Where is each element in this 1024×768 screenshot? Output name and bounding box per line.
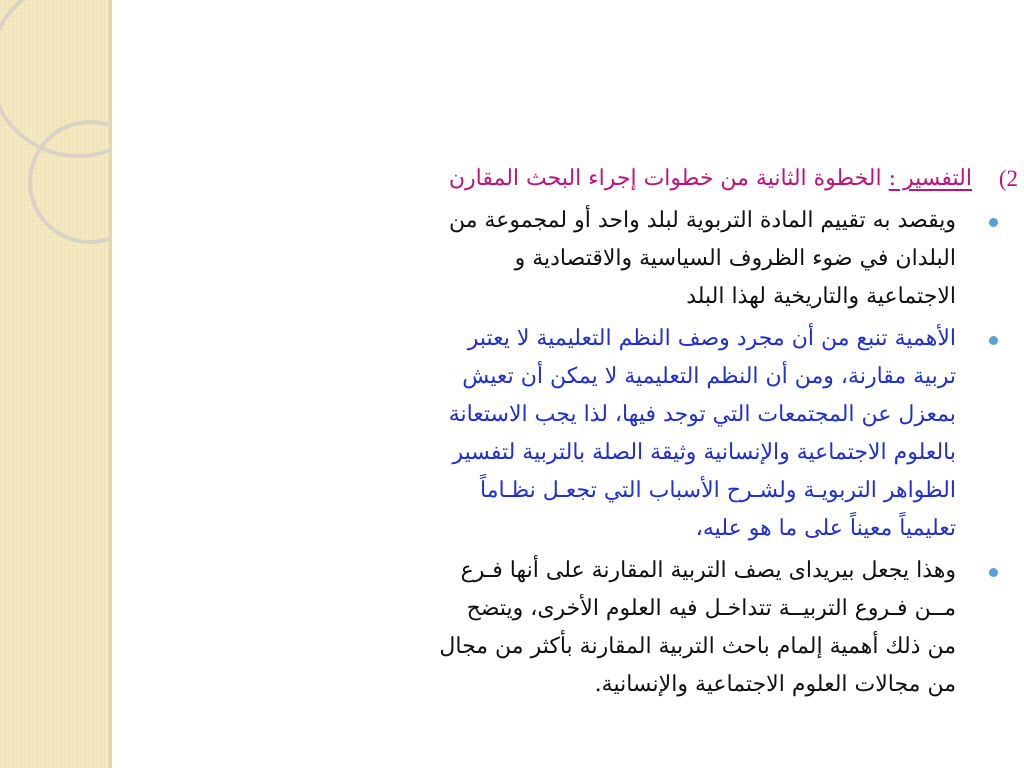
bullet-line: الاجتماعية والتاريخية لهذا البلد xyxy=(686,284,956,309)
bullet-line: وهذا يجعل بيريداى يصف التربية المقارنة على أنها فـرع xyxy=(460,558,956,583)
bullet-line: مــن فـروع التربيــة تتداخـل فيه العلوم الأخرى، ويتضح xyxy=(466,596,956,621)
slide-content xyxy=(180,160,1018,704)
bullet-line: البلدان في ضوء الظروف السياسية والاقتصادية و xyxy=(514,246,956,271)
decorative-side-band xyxy=(0,0,112,768)
bullet-line: من مجالات العلوم الاجتماعية والإنسانية. xyxy=(594,672,956,697)
bullet-dot-icon xyxy=(989,568,998,577)
section-heading xyxy=(180,160,1018,198)
bullet-item-3 xyxy=(180,552,1000,704)
bullet-line: من ذلك أهمية إلمام باحث التربية المقارنة بأكثر من مجال xyxy=(439,634,956,659)
bullet-line: بالعلوم الاجتماعية والإنسانية وثيقة الصلة بالتربية لتفسير xyxy=(452,440,956,465)
bullet-line: تعليمياً معيناً على ما هو عليه، xyxy=(695,516,956,541)
bullet-line: ويقصد به تقييم المادة التربوية لبلد واحد أو لمجموعة من xyxy=(448,208,956,233)
bullet-dot-icon xyxy=(989,218,998,227)
decorative-circles xyxy=(0,0,112,260)
bullet-item-1 xyxy=(180,202,1000,316)
heading-term: التفسير : xyxy=(888,166,972,191)
section-number: (2 xyxy=(998,166,1018,191)
bullet-line: الأهمية تنبع من أن مجرد وصف النظم التعليمية لا يعتبر xyxy=(467,326,956,351)
bullet-line: تربية مقارنة، ومن أن النظم التعليمية لا يمكن أن تعيش xyxy=(462,364,956,389)
bullet-line: بمعزل عن المجتمعات التي توجد فيها، لذا يجب الاستعانة xyxy=(448,402,956,427)
bullet-dot-icon xyxy=(989,336,998,345)
heading-text: الخطوة الثانية من خطوات إجراء البحث المقارن xyxy=(448,166,889,191)
bullet-item-2 xyxy=(180,320,1000,548)
bullet-line: الظواهر التربويـة ولشـرح الأسباب التي تجعـل نظـاماً xyxy=(479,478,956,503)
